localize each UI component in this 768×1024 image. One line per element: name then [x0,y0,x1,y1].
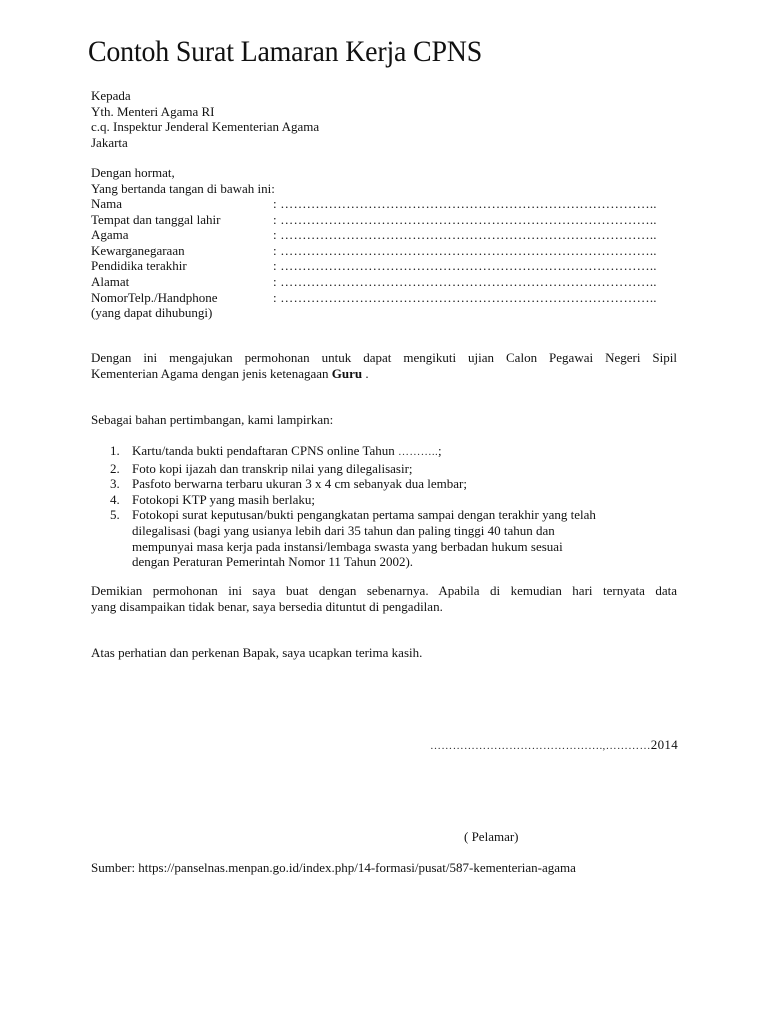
form-fill-line: : ………………………………………………………………………….. [273,258,657,274]
list-text [132,443,677,461]
form-fill-line: : ………………………………………………………………………….. [273,196,657,211]
page-title: Contoh Surat Lamaran Kerja CPNS [88,35,483,68]
salutation: Dengan hormat, [91,165,175,180]
request-paragraph [91,350,677,381]
list-number: 5. [110,507,120,523]
form-label: Alamat [91,273,130,289]
intro-text: Yang bertanda tangan di bawah ini: [91,180,275,196]
list-number: 1. [110,443,120,458]
form-fill-line: : ………………………………………………………………………….. [273,273,657,289]
form-label: Kewarganegaraan [91,242,185,258]
signer-label: ( Pelamar) [464,829,519,844]
list-text: Foto kopi ijazah dan transkrip nilai yang dilegalisasir; [132,460,413,476]
attachments-list [110,443,677,570]
list-text-line: mempunyai masa kerja pada instansi/lembaga swasta yang berbadan hukum sesuai [132,538,563,554]
form-fill-line: : ………………………………………………………………………….. [273,242,657,258]
list-number: 2. [110,460,120,476]
recipient-line-3: c.q. Inspektur Jenderal Kementerian Agama [91,119,320,135]
form-note: (yang dapat dihubungi) [91,305,213,321]
list-text-line: Fotokopi surat keputusan/bukti pengangkatan pertama sampai dengan terakhir yang telah [132,507,596,523]
applicant-form [91,196,657,321]
closing-line-1: Demikian permohonan ini saya buat dengan sebenarnya. Apabila di kemudian hari ternyata data [91,583,677,598]
list-number: 4. [110,491,120,507]
recipient-line-1: Kepada [91,88,131,103]
recipient-line-2: Yth. Menteri Agama RI [91,103,215,119]
form-label: Nama [91,196,123,211]
list-item [110,461,677,477]
place-date-blank: ……………………………………….,………… [429,740,651,752]
year-blank: ……….. [398,446,439,458]
list-text [132,507,677,569]
date-year: 2014 [650,737,678,752]
form-fill-line: : ………………………………………………………………………….. [273,211,657,227]
form-label: NomorTelp./Handphone [91,289,218,305]
request-line-1: Dengan ini mengajukan permohonan untuk dapat mengikuti ujian Calon Pegawai Negeri Sipil [91,350,677,365]
list-item [110,507,677,569]
form-row-name [91,196,657,212]
position-type: Guru [331,365,363,381]
form-label: Pendidika terakhir [91,258,187,274]
form-row-address [91,274,657,290]
list-item-end: ; [438,443,442,458]
list-text-line: Kartu/tanda bukti pendaftaran CPNS online Tahun [132,443,395,458]
list-text-line: dilegalisasi (bagi yang usianya lebih dari 35 tahun dan paling tinggi 40 tahun dan [132,522,555,538]
recipient-line-4: Jakarta [91,134,128,150]
form-row-citizenship [91,243,657,259]
request-line-2-end: . [362,365,369,381]
form-fill-line: : ………………………………………………………………………….. [273,227,657,243]
attachments-intro: Sebagai bahan pertimbangan, kami lampirkan: [91,412,334,427]
list-number: 3. [110,476,120,492]
closing-line-2: yang disampaikan tidak benar, saya bersedia dituntut di pengadilan. [91,598,443,614]
place-date-line [430,737,678,755]
form-row-birth [91,212,657,228]
form-fill-line: : ………………………………………………………………………….. [273,289,657,305]
list-text: Fotokopi KTP yang masih berlaku; [132,491,315,507]
thanks-line: Atas perhatian dan perkenan Bapak, saya ucapkan terima kasih. [91,645,423,660]
form-row-phone [91,290,657,306]
form-label: Tempat dan tanggal lahir [91,211,221,227]
greeting-block [91,165,275,196]
form-row-religion [91,227,657,243]
recipient-block [91,88,319,150]
source-line: Sumber: https://panselnas.menpan.go.id/index.php/14-formasi/pusat/587-kementerian-agama [91,860,576,875]
list-item [110,492,677,508]
form-label: Agama [91,227,129,243]
list-text-line: dengan Peraturan Pemerintah Nomor 11 Tahun 2002). [132,554,414,570]
request-line-2-text: Kementerian Agama dengan jenis ketenagaan [91,365,329,381]
form-row-education [91,258,657,274]
request-line-2 [91,366,677,382]
form-note-row [91,305,657,321]
list-text: Pasfoto berwarna terbaru ukuran 3 x 4 cm sebanyak dua lembar; [132,476,467,492]
list-item [110,476,677,492]
list-item [110,443,677,461]
closing-statement [91,583,677,614]
